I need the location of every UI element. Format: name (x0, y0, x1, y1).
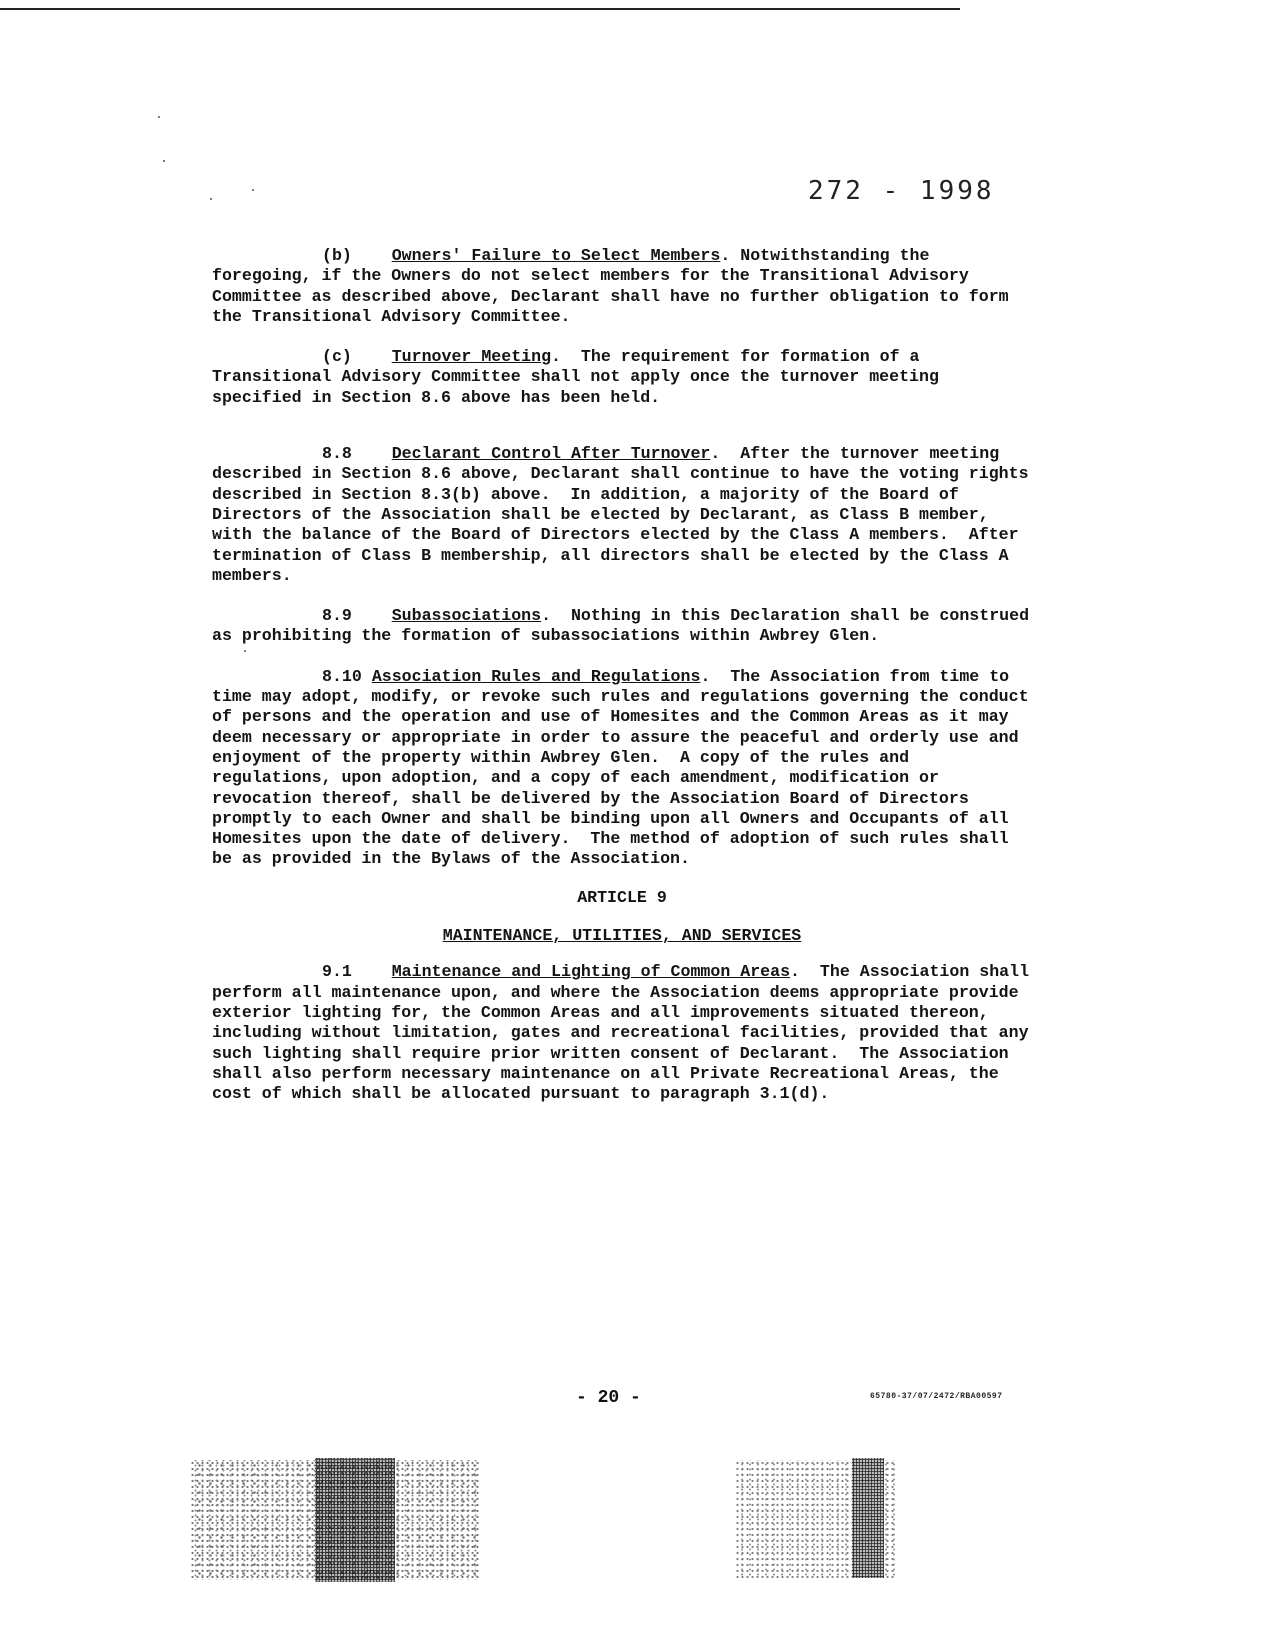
recording-number: 272 - 1998 (808, 176, 995, 206)
scan-speck (252, 189, 254, 191)
scan-speck (158, 116, 160, 118)
section-heading: Declarant Control After Turnover (391, 444, 711, 464)
top-scan-rule (0, 8, 960, 10)
scan-speck (163, 160, 165, 162)
section-body: Nothing in this Declaration shall be construed as prohibiting the formation of subassociations within Awbrey Glen. (212, 606, 1039, 646)
scan-speck (210, 198, 212, 200)
section-8-10: 8.10 Association Rules and Regulations. The Association from time to time may adopt, modify, or revoke such rules and regulations governing the conduct of persons and the operation and use of Homesites and the Common Areas as it may deem necessary or appropriate in order to assure the peaceful and orderly use and enjoyment of the property within Awbrey Glen. A copy of the rules and regulations, upon adoption, and a copy of each amendment, modification or revocation thereof, shall be delivered by the Association Board of Directors promptly to each Owner and shall be binding upon all Owners and Occupants of all Homesites upon the date of delivery. The method of adoption of such rules shall be as provided in the Bylaws of the Association. (212, 666, 1039, 869)
page-number: - 20 - (576, 1388, 641, 1408)
scan-noise-stamp (852, 1458, 884, 1578)
article-title: ARTICLE 9 (577, 887, 667, 907)
section-c: (c) Turnover Meeting. The requirement for formation of a Transitional Advisory Committee shall not apply once the turnover meeting specified in Section 8.6 above has been held. (212, 347, 949, 407)
section-8-9: 8.9 Subassociations. Nothing in this Declaration shall be construed as prohibiting the formation of subassociations within Awbrey Glen. (212, 606, 1039, 646)
section-8-8: 8.8 Declarant Control After Turnover. After the turnover meeting described in Section 8.6 above, Declarant shall continue to have the voting rights described in Section 8.3(b) above. In addition, a majority of the Board of Directors of the Association shall be elected by Declarant, as Class B member, with the balance of the Board of Directors elected by the Class A members. After termination of Class B membership, all directors shall be elected by the Class A members. (212, 444, 1039, 585)
section-heading: Maintenance and Lighting of Common Areas (391, 962, 791, 982)
section-body: The requirement for formation of a Transitional Advisory Committee shall not apply once the turnover meeting specified in Section 8.6 above has been held. (212, 347, 949, 407)
section-number: 9.1 (322, 962, 352, 982)
article-subtitle: MAINTENANCE, UTILITIES, AND SERVICES (442, 926, 802, 946)
section-heading: Turnover Meeting (391, 347, 552, 367)
section-body: Notwithstanding the foregoing, if the Owners do not select members for the Transitional Advisory Committee as described above, Declarant shall have no further obligation to form the Transitional Advisory Committee. (212, 246, 1019, 326)
section-number: 8.9 (322, 606, 352, 626)
section-number: 8.8 (322, 444, 352, 464)
section-heading: Subassociations (391, 606, 542, 626)
section-body: After the turnover meeting described in Section 8.6 above, Declarant shall continue to have the voting rights described in Section 8.3(b) above. In addition, a majority of the Board of Directors of the Association shall be elected by Declarant, as Class B member, with the balance of the Board of Directors elected by the Class A members. After termination of Class B membership, all directors shall be elected by the Class A members. (212, 444, 1039, 585)
section-9-1: 9.1 Maintenance and Lighting of Common Areas. The Association shall perform all maintenance upon, and where the Association deems appropriate provide exterior lighting for, the Common Areas and all improvements situated thereon, including without limitation, gates and recreational facilities, provided that any such lighting shall require prior written consent of Declarant. The Association shall also perform necessary maintenance on all Private Recreational Areas, the cost of which shall be allocated pursuant to paragraph 3.1(d). (212, 962, 1040, 1104)
section-number: (c) (322, 347, 352, 367)
section-body: The Association from time to time may adopt, modify, or revoke such rules and regulations governing the conduct of persons and the operation and use of Homesites and the Common Areas as it may deem necessary or appropriate in order to assure the peaceful and orderly use and enjoyment of the property within Awbrey Glen. A copy of the rules and regulations, upon adoption, and a copy of each amendment, modification or revocation thereof, shall be delivered by the Association Board of Directors promptly to each Owner and shall be binding upon all Owners and Occupants of all Homesites upon the date of delivery. The method of adoption of such rules shall be as provided in the Bylaws of the Association. (212, 666, 1039, 869)
document-code: 65780-37/07/2472/RBA00597 (870, 1392, 1003, 1401)
section-number: 8.10 (322, 666, 362, 686)
document-body (212, 246, 1040, 1104)
section-heading: Association Rules and Regulations (371, 666, 701, 686)
section-body: The Association shall perform all maintenance upon, and where the Association deems appropriate provide exterior lighting for, the Common Areas and all improvements situated thereon, including without limitation, gates and recreational facilities, provided that any such lighting shall require prior written consent of Declarant. The Association shall also perform necessary maintenance on all Private Recreational Areas, the cost of which shall be allocated pursuant to paragraph 3.1(d). (212, 962, 1040, 1104)
section-heading: Owners' Failure to Select Members (391, 246, 721, 265)
section-number: (b) (322, 246, 352, 265)
scan-noise-stamp (315, 1458, 395, 1582)
section-b: (b) Owners' Failure to Select Members. Notwithstanding the foregoing, if the Owners do not select members for the Transitional Advisory Committee as described above, Declarant shall have no further obligation to form the Transitional Advisory Committee. (212, 246, 1019, 326)
